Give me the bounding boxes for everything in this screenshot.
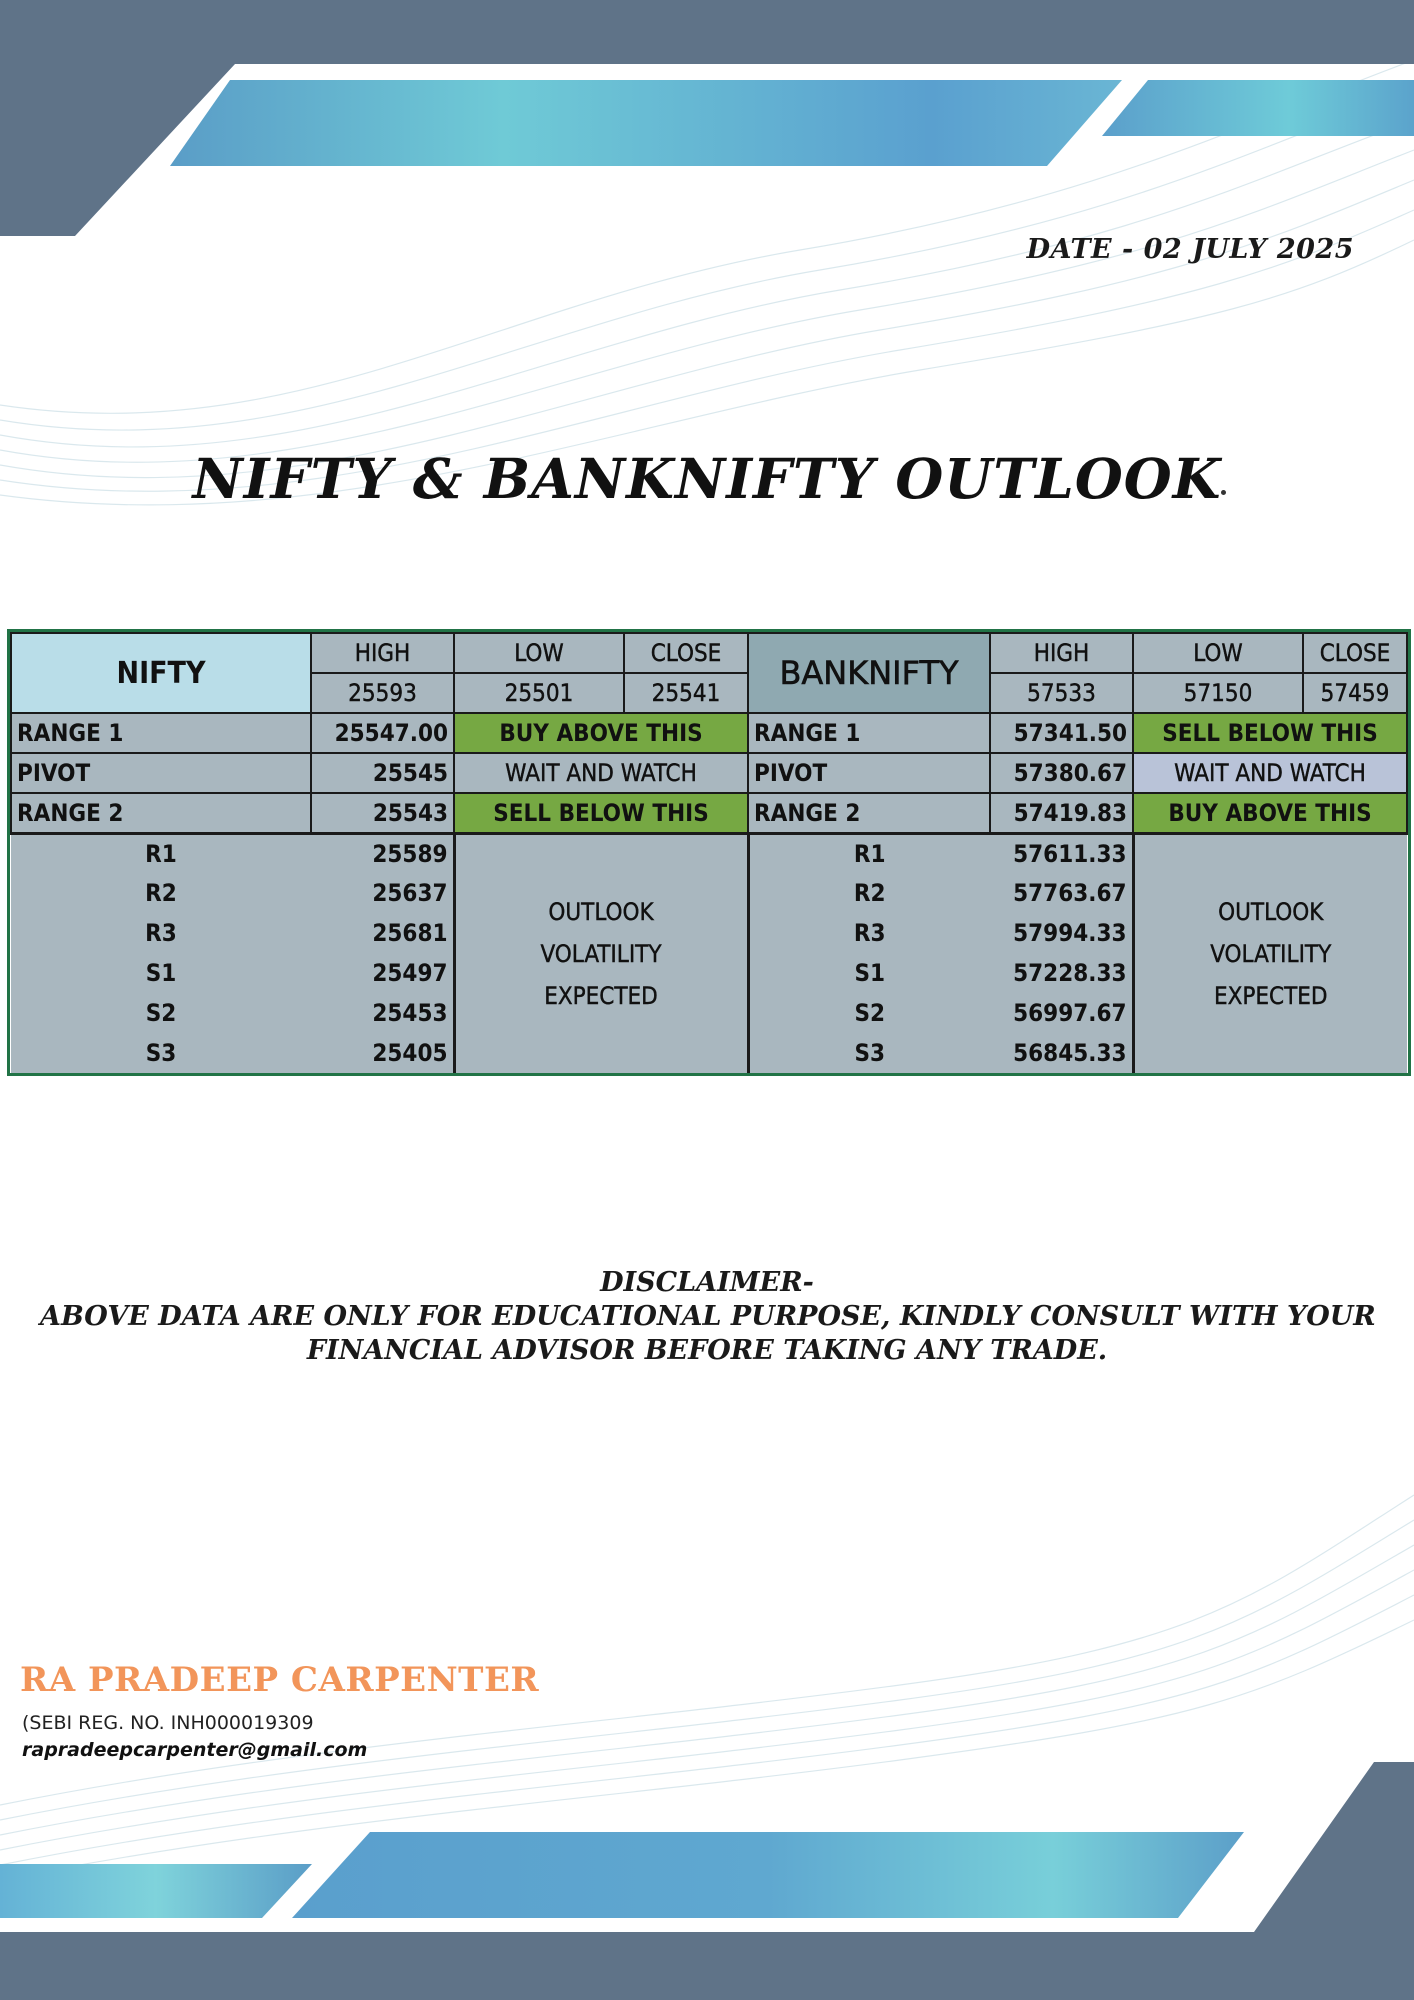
page-title: NIFTY & BANKNIFTY OUTLOOK bbox=[192, 446, 1222, 511]
banknifty-level-label: S1 bbox=[748, 953, 990, 993]
nifty-close-value: 25541 bbox=[624, 673, 748, 713]
banknifty-level-label: R1 bbox=[748, 833, 990, 873]
nifty-level-label: S1 bbox=[11, 953, 311, 993]
nifty-high-header: HIGH bbox=[311, 633, 454, 673]
banknifty-level-label: S2 bbox=[748, 993, 990, 1033]
nifty-outlook bbox=[454, 833, 748, 1073]
nifty-range2-label: RANGE 2 bbox=[11, 793, 311, 833]
nifty-range1-label: RANGE 1 bbox=[11, 713, 311, 753]
nifty-range1-action: BUY ABOVE THIS bbox=[454, 713, 748, 753]
banknifty-range2-label: RANGE 2 bbox=[748, 793, 990, 833]
banknifty-level-label: R2 bbox=[748, 873, 990, 913]
nifty-level-label: R1 bbox=[11, 833, 311, 873]
banknifty-outlook-line: OUTLOOK bbox=[1218, 897, 1324, 926]
banknifty-level-value: 57994.33 bbox=[990, 913, 1133, 953]
banknifty-range2-action: BUY ABOVE THIS bbox=[1133, 793, 1407, 833]
nifty-level-value: 25497 bbox=[311, 953, 454, 993]
nifty-level-label: S3 bbox=[11, 1033, 311, 1073]
banknifty-level-label: R3 bbox=[748, 913, 990, 953]
banknifty-outlook bbox=[1133, 833, 1407, 1073]
nifty-pivot-label: PIVOT bbox=[11, 753, 311, 793]
author-email[interactable]: rapradeepcarpenter@gmail.com bbox=[22, 1739, 368, 1761]
nifty-level-value: 25405 bbox=[311, 1033, 454, 1073]
banknifty-pivot-action: WAIT AND WATCH bbox=[1133, 753, 1407, 793]
nifty-outlook-line: EXPECTED bbox=[544, 981, 658, 1010]
nifty-pivot-value: 25545 bbox=[311, 753, 454, 793]
disclaimer bbox=[40, 1266, 1374, 1368]
nifty-close-header: CLOSE bbox=[624, 633, 748, 673]
banknifty-level-value: 56845.33 bbox=[990, 1033, 1133, 1073]
disclaimer-heading: DISCLAIMER- bbox=[600, 1267, 814, 1298]
nifty-level-value: 25637 bbox=[311, 873, 454, 913]
banknifty-range1-value: 57341.50 bbox=[990, 713, 1133, 753]
nifty-label: NIFTY bbox=[11, 633, 311, 713]
nifty-low-header: LOW bbox=[454, 633, 624, 673]
banknifty-level-value: 57611.33 bbox=[990, 833, 1133, 873]
nifty-outlook-line: VOLATILITY bbox=[540, 939, 662, 968]
banknifty-low-value: 57150 bbox=[1133, 673, 1303, 713]
nifty-pivot-action: WAIT AND WATCH bbox=[454, 753, 748, 793]
nifty-range2-action: SELL BELOW THIS bbox=[454, 793, 748, 833]
banknifty-level-value: 57228.33 bbox=[990, 953, 1133, 993]
sebi-registration: (SEBI REG. NO. INH000019309 bbox=[22, 1712, 314, 1734]
author-name: RA PRADEEP CARPENTER bbox=[20, 1660, 540, 1700]
outlook-table bbox=[10, 632, 1408, 1073]
banknifty-range2-value: 57419.83 bbox=[990, 793, 1133, 833]
banknifty-pivot-value: 57380.67 bbox=[990, 753, 1133, 793]
banknifty-high-header: HIGH bbox=[990, 633, 1133, 673]
nifty-level-label: S2 bbox=[11, 993, 311, 1033]
banknifty-level-label: S3 bbox=[748, 1033, 990, 1073]
banknifty-close-header: CLOSE bbox=[1303, 633, 1407, 673]
disclaimer-line: ABOVE DATA ARE ONLY FOR EDUCATIONAL PURPOSE, KINDLY CONSULT WITH YOUR bbox=[40, 1301, 1376, 1332]
nifty-level-value: 25589 bbox=[311, 833, 454, 873]
banknifty-close-value: 57459 bbox=[1303, 673, 1407, 713]
banknifty-outlook-line: EXPECTED bbox=[1213, 981, 1328, 1010]
banknifty-level-value: 56997.67 bbox=[990, 993, 1133, 1033]
banknifty-level-value: 57763.67 bbox=[990, 873, 1133, 913]
report-date: DATE - 02 JULY 2025 bbox=[1026, 234, 1354, 265]
disclaimer-line: FINANCIAL ADVISOR BEFORE TAKING ANY TRADE. bbox=[306, 1335, 1108, 1366]
banknifty-low-header: LOW bbox=[1133, 633, 1303, 673]
nifty-low-value: 25501 bbox=[454, 673, 624, 713]
banknifty-pivot-label: PIVOT bbox=[748, 753, 990, 793]
banknifty-high-value: 57533 bbox=[990, 673, 1133, 713]
nifty-level-value: 25453 bbox=[311, 993, 454, 1033]
nifty-outlook-line: OUTLOOK bbox=[548, 897, 654, 926]
nifty-level-label: R2 bbox=[11, 873, 311, 913]
nifty-level-value: 25681 bbox=[311, 913, 454, 953]
nifty-level-label: R3 bbox=[11, 913, 311, 953]
title-dot bbox=[1221, 490, 1226, 495]
nifty-high-value: 25593 bbox=[311, 673, 454, 713]
banknifty-range1-action: SELL BELOW THIS bbox=[1133, 713, 1407, 753]
banknifty-range1-label: RANGE 1 bbox=[748, 713, 990, 753]
banknifty-label: BANKNIFTY bbox=[748, 633, 990, 713]
nifty-range2-value: 25543 bbox=[311, 793, 454, 833]
nifty-range1-value: 25547.00 bbox=[311, 713, 454, 753]
banknifty-outlook-line: VOLATILITY bbox=[1210, 939, 1332, 968]
